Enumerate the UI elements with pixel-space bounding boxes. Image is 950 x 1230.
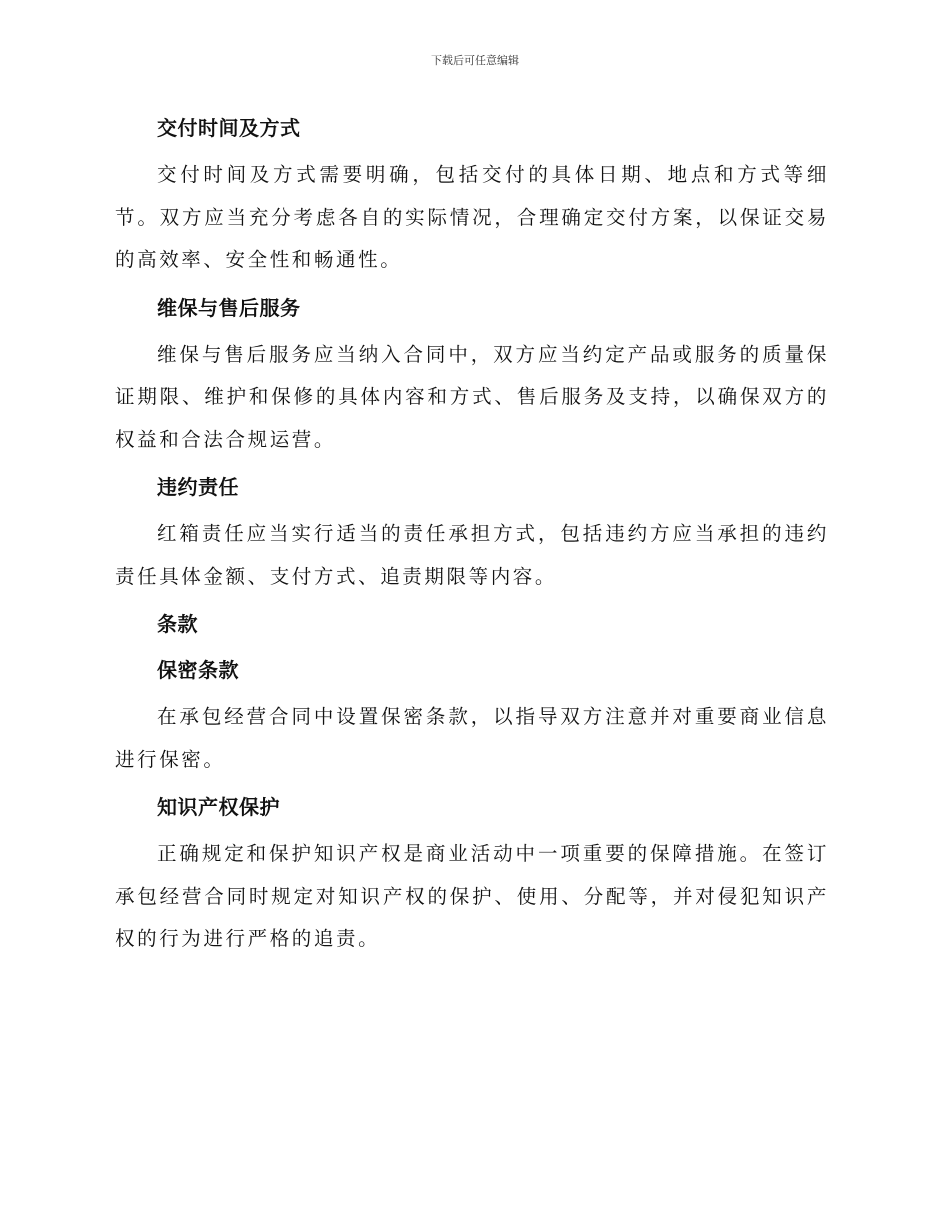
section-ip-protection [115,787,829,961]
section-paragraph: 正确规定和保护知识产权是商业活动中一项重要的保障措施。在签订承包经营合同时规定对知识产权的保护、使用、分配等，并对侵犯知识产权的行为进行严格的追责。 [115,842,829,950]
section-heading: 交付时间及方式 [157,116,301,140]
page-header: 下载后可任意编辑 [431,54,519,67]
section-paragraph: 红箱责任应当实行适当的责任承担方式，包括违约方应当承担的违约责任具体金额、支付方式、追责期限等内容。 [115,522,829,588]
document-body [115,108,829,967]
section-heading: 条款 [157,612,198,636]
section-clauses [115,604,829,644]
section-confidentiality [115,650,829,781]
section-delivery [115,108,829,282]
section-heading: 违约责任 [157,475,239,499]
section-heading: 维保与售后服务 [157,295,301,320]
section-paragraph: 在承包经营合同中设置保密条款，以指导双方注意并对重要商业信息进行保密。 [115,705,829,771]
section-paragraph: 维保与售后服务应当纳入合同中，双方应当约定产品或服务的质量保证期限、维护和保修的具体内容和方式、售后服务及支持，以确保双方的权益和合法合规运营。 [115,342,829,451]
section-breach-liability [115,467,829,598]
section-heading: 知识产权保护 [157,795,280,819]
section-paragraph: 交付时间及方式需要明确，包括交付的具体日期、地点和方式等细节。双方应当充分考虑各自的实际情况，合理确定交付方案，以保证交易的高效率、安全性和畅通性。 [115,163,829,271]
section-maintenance [115,288,829,462]
section-heading: 保密条款 [157,658,239,682]
